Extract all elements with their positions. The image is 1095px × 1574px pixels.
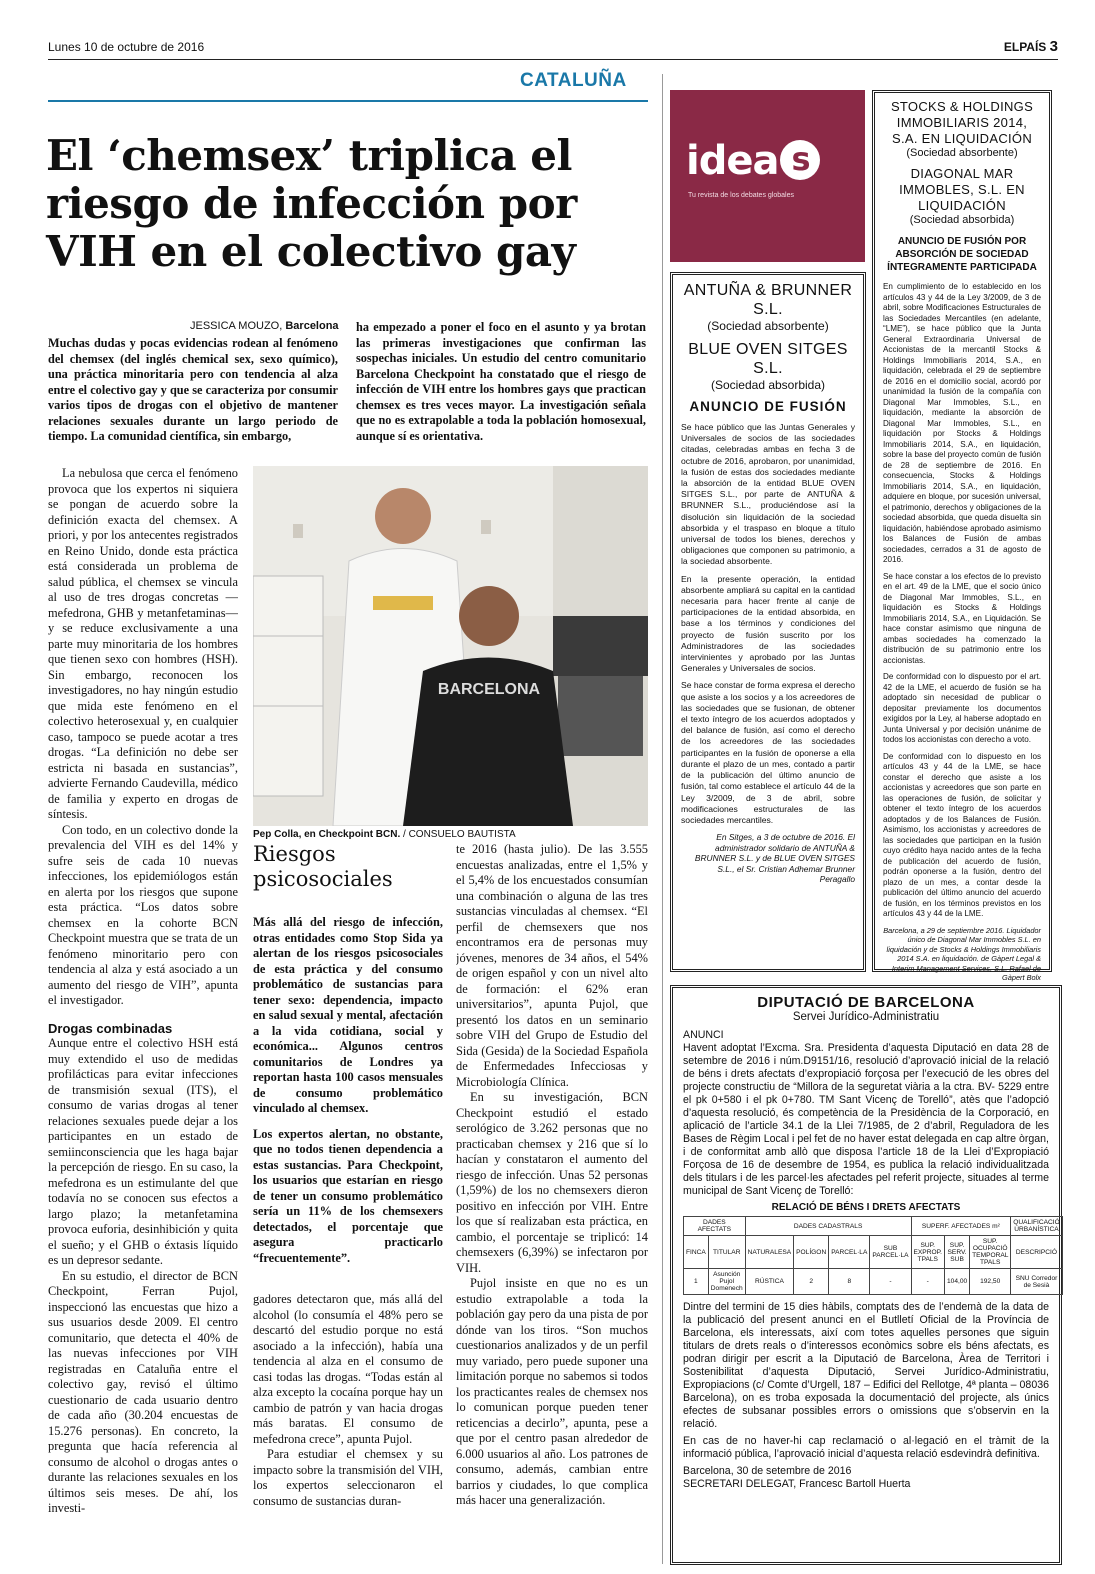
photo-shirt-text: BARCELONA bbox=[437, 681, 541, 698]
table-cell: RÚSTICA bbox=[745, 1269, 793, 1295]
notice-paragraph: En cumplimiento de lo establecido en los artículos 43 y 44 de la Ley 3/2009, de 3 de abril, sobre Modificaciones Estructurales de las Sociedades Mercantiles (en adelante, “LME”), se hace público que la Junta General Extraordinaria Universal de Accionistas de la mercantil Stocks & Holdings Immobiliaris 2014, S.A., en liquidación, celebrada el 29 de septiembre de 2016 en el domicilio social, acordó por unanimidad la fusión de la compañía con Diagonal Mar Immobles, S.L., en liquidación, mediante la absorción de Diagonal Mar Immobles, S.L., en liquidación por Stocks & Holdings Immobiliaris 2014, S.A., en liquidación, sobre la base del proyecto común de fusión de 28 de septiembre de 2016. En consecuencia, Stocks & Holdings Immobiliaris 2014, S.A., en liquidación, adquiere en bloque, por sucesión universal, el patrimonio, derechos y obligaciones de la sociedad absorbida, que queda disuelta sin liquidación, habiéndose aprobado asimismo los Balances de Fusión de ambas sociedades, cerrados a 31 de agosto de 2016. bbox=[883, 282, 1041, 564]
body-paragraph: La nebulosa que cerca el fenómeno provoca que los expertos ni siquiera se pongan de acuerdo sobre la definición exacta del chemsex. A priori, y por los antecentes registrados en Reino Unido, donde esta práctica está considerada un problema de salud pública, el chemsex se vincula al uso de tres drogas concretas —mefedrona, GHB y metanfetaminas— y se reduce exclusivamente a una parte muy minoritaria de los hombres que tienen sexo con hombres (HSH). Sin embargo, reconocen los investigadores, no hay ningún estudio que mida este fenómeno en el colectivo heterosexual y, en cualquier caso, tampoco se puede acotar a tres drogas. “La definición no debe ser estricta ni basada en sustancias”, advierte Fernando Caudevilla, médico de familia y experto en drogas de síntesis. bbox=[48, 466, 238, 821]
notice-body bbox=[883, 282, 1041, 920]
masthead bbox=[1004, 38, 1058, 55]
article-column-2 bbox=[253, 915, 443, 1550]
diputacio-paragraph: Dintre del termini de 15 dies hàbils, comptats des de l’endemà de la data de la publicació del present anunci en el Butlletí Oficial de la Província de Barcelona, els interessats, així com totes aquelles persones que siguin titulars de drets reals o d’interessos econòmics sobre els béns afectats, es podran dirigir per escrit a la Diputació de Barcelona, Àrea de Territori i Sostenibilitat d’aquesta Diputació, Servei Jurídico-Administratiu, Expropiacions (c/ Comte d’Urgell, 187 – Edifici del Rellotge, 4ª planta – 08036 Barcelona), on es troba exposada la documentació del projecte, als únics efectes de subsanar possibles errors o omissions que s’observin en la relació. bbox=[683, 1301, 1049, 1430]
article-column-3 bbox=[456, 842, 648, 1550]
body-paragraph: Los expertos alertan, no obstante, que no todos tienen dependencia a estas sustancias. Para Checkpoint, los usuarios que estarían en riesgo de tener un consumo problemático sería un 11% de los chemsexers detectados, el porcentaje que asegura practicarlo “frecuentemente”. bbox=[253, 1126, 443, 1265]
notice-paragraph: De conformidad con lo dispuesto en los artículos 43 y 44 de la LME, se hace constar el derecho que asiste a los accionistas y acreedores que son parte en las operaciones de fusión, de solicitar y obtener el texto íntegro de los acuerdos adoptados y de los Balances de Fusión. Asimismo, los accionistas y acreedores de las sociedades que participan en la fusión cuyo crédito haya nacido antes de la fecha de publicación del acuerdo de fusión, podrán oponerse a la fusión, dentro del plazo de un mes, a contar desde la publicación del último anuncio del acuerdo de fusión, en los términos previstos en los artículos 43 y 44 de la LME. bbox=[883, 751, 1041, 918]
notice-paragraph: Se hace constar de forma expresa el derecho que asiste a los socios y a los acreedores de las sociedades que se fusionan, de obtener el texto íntegro de los acuerdos adoptados y del balance de fusión, así como el derecho de los acreedores de las sociedades participantes en la fusión de oponerse a ella durante el plazo de un mes, contado a partir de la publicación del último anuncio de fusión, tal como establece el artículo 44 de la Ley 3/2009, de 3 de abril, sobre modificaciones estructurales de las sociedades mercantiles. bbox=[681, 680, 855, 825]
article-column-1 bbox=[48, 466, 238, 1546]
body-paragraph: Pujol insiste en que no es un estudio extrapolable a toda la población gay pero da una pista de por dónde van los tiros. “Son muchos cuestionarios analizados y de un perfil muy variado, pero puede suponer una limitación porque no sabemos si todos los practicantes reales de chemsex nos lo comunican porque pueden tener reticencias a decirlo”, apunta, pese a que por el centro pasan alrededor de 6.000 usuarios al año. Los patrones de consumo, además, cambian entre barrios y ciudades, lo que complica más hacer una generalización. bbox=[456, 1276, 648, 1507]
notice-role: (Sociedad absorbente) bbox=[906, 147, 1018, 159]
page-header bbox=[48, 38, 1058, 60]
table-group-header: QUALIFICACIÓ URBANÍSTICA bbox=[1011, 1217, 1063, 1236]
notice-heading: ANUNCIO DE FUSIÓN bbox=[689, 399, 847, 414]
table-header: SUP. EXPROP. TPALS bbox=[911, 1236, 944, 1269]
table-group-header: SUPERF. AFECTADES m² bbox=[911, 1217, 1011, 1236]
body-paragraph: Más allá del riesgo de infección, otras entidades como Stop Sida ya alertan de los riesgos psicosociales de esta práctica y del consumo problemático de sustancias para tener sexo: dependencia, impacto en salud sexual y mental, afectación a la vida cotidiana, social y económica... Algunos centros comunitarios de Londres ya reportan hasta 100 casos mensuales de consumo problemático vinculado al chemsex. bbox=[253, 915, 443, 1115]
body-paragraph: te 2016 (hasta julio). De las 3.555 encuestas analizadas, entre el 1,5% y el 5,4% de los encuestados consumían una combinación o alguna de las tres sustancias vinculadas al chemsex. “El perfil de chemsexers que nos encontramos era de personas muy jóvenes, menores de 34 años, el 54% de origen español y con un nivel alto de formación: el 62% eran universitarios”, apunta Pujol, que presentó los datos en un seminario sobre VIH del Grupo de Estudio del Sida (Gesida) de la Sociedad Española de Enfermedades Infecciosas y Microbiología Clínica. bbox=[456, 842, 648, 1089]
table-header: PARCEL·LA bbox=[829, 1236, 870, 1269]
lead-paragraph-2: ha empezado a poner el foco en el asunto y ya brotan las primeras investigaciones que confirman las sospechas iniciales. Un estudio del centro comunitario Barcelona Checkpoint ha constatado que el riesgo de infección de VIH entre los hombres gays que practican chemsex es tres veces mayor. La investigación señala que no es extrapolable a toda la población homosexual, aunque sí es orientativa. bbox=[356, 320, 646, 443]
body-paragraph: Aunque entre el colectivo HSH está muy extendido el uso de medidas profilácticas para evitar infecciones de transmisión sexual (ITS), el consumo de varias drogas al tener relaciones sexuales puede dejar a los participantes en un estado de semiinconsciencia que les haga bajar la percepción de riesgo. En su caso, la mefedrona es un estimulante del que todavía no se conocen sus efectos a largo plazo; la metanfetamina provoca euforia, desinhibición y quita el sueño; y el GHB o éxtasis líquido es un depresor sedante. bbox=[48, 1036, 238, 1267]
byline bbox=[190, 320, 340, 332]
table-header: NATURALESA bbox=[745, 1236, 793, 1269]
notice-paragraph: Se hace constar a los efectos de lo previsto en el art. 49 de la LME, que el socio único de Diagonal Mar Immobles, S.L., en liquidación es Stocks & Holdings Immobiliaris 2014, S.A., en Liquidación. Se hace constar asimismo que ninguna de ambas sociedades ha comenzado la distribución de su patrimonio entre los accionistas. bbox=[883, 571, 1041, 665]
table-header: DESCRIPCIÓ bbox=[1011, 1236, 1063, 1269]
lead-paragraph-1: Muchas dudas y pocas evidencias rodean al fenómeno del chemsex (del inglés chemical sex, sexo químico), una práctica minoritaria pero con tendencia al alza entre el colectivo gay y que se caracteriza por consumir varios tipos de drogas con el objetivo de mantener relaciones sexuales durante un largo periodo de tiempo. La comunidad científica, sin embargo, bbox=[48, 336, 338, 443]
diputacio-notice bbox=[670, 985, 1062, 1565]
table-header: TITULAR bbox=[708, 1236, 745, 1269]
diputacio-title: DIPUTACIÓ DE BARCELONA bbox=[757, 994, 975, 1011]
article-photo bbox=[253, 466, 648, 826]
notice-signature: Barcelona, a 29 de septiembre 2016. Liquidador único de Diagonal Mar Immobles S.L. en liquidación y de Stocks & Holdings Immobiliaris 2014 S.A. en liquidación. de Gàpert Legal & Interim Management Services, S.L. Rafael de Gàpert Bolx bbox=[883, 925, 1041, 982]
table-title: RELACIÓ DE BÉNS I DRETS AFECTATS bbox=[771, 1202, 961, 1213]
ideas-tagline: Tu revista de los debates globales bbox=[688, 192, 794, 199]
table-cell: 8 bbox=[829, 1269, 870, 1295]
legal-notice-stocks bbox=[872, 90, 1052, 982]
body-paragraph: Para estudiar el chemsex y su impacto sobre la transmisión del VIH, los expertos seleccionaron el consumo de sustancias duran- bbox=[253, 1447, 443, 1508]
table-group-header: DADES CADASTRALS bbox=[745, 1217, 911, 1236]
paper-name: ELPAÍS bbox=[1003, 40, 1047, 54]
notice-role: (Sociedad absorbida) bbox=[909, 214, 1015, 226]
notice-company: DIAGONAL MAR IMMOBLES, S.L. EN LIQUIDACIÓN bbox=[899, 166, 1025, 213]
photo-caption bbox=[253, 829, 648, 840]
diputacio-body bbox=[683, 1029, 1049, 1198]
section-rule bbox=[48, 100, 648, 102]
table-row bbox=[684, 1269, 1063, 1295]
notice-paragraph: De conformidad con lo dispuesto por el art. 42 de la LME, el acuerdo de fusión se ha adoptado sin necesidad de publicar o depositar previamente los documentos exigidos por la Ley, al haberse adoptado en Junta Universal y por decisión unánime de todos los accionistas con derecho a voto. bbox=[883, 672, 1041, 744]
body-paragraph: Con todo, en un colectivo donde la prevalencia del VIH es del 14% y sufre seis de cada 10 nuevas infecciones, los epidemiólogos están en alerta por los riesgos que supone esta práctica. “Los datos sobre chemsex en la cohorte BCN Checkpoint muestra que se trata de un fenómeno minoritario pero con tendencia al alza y está asociado a un aumento del riesgo de VIH”, apunta el investigador. bbox=[48, 822, 238, 1007]
notice-role: (Sociedad absorbida) bbox=[710, 378, 826, 392]
headline: El ‘chemsex’ triplica el riesgo de infección por VIH en el colectivo gay bbox=[46, 131, 577, 276]
table-header: SUP. SERV. SUB bbox=[944, 1236, 969, 1269]
notice-paragraph: Se hace público que las Juntas Generales y Universales de socios de las sociedades citadas, celebradas ambas en fecha 3 de octubre de 2016, aprobaron, por unanimidad, la fusión de estas dos sociedades mediante la absorción de la entidad BLUE OVEN SITGES S.L., por parte de ANTUÑA & BRUNNER S.L., produciéndose así la disolución sin liquidación de la sociedad absorbida y el traspaso en bloque a título universal de todos los bienes, derechos y obligaciones que componen su patrimonio, a la sociedad absorbente. bbox=[681, 422, 855, 567]
photo-credit: / CONSUELO BAUTISTA bbox=[403, 829, 516, 840]
ideas-logo bbox=[686, 138, 820, 184]
table-cell: - bbox=[911, 1269, 944, 1295]
ideas-advert bbox=[670, 90, 865, 262]
table-cell: 192,50 bbox=[970, 1269, 1011, 1295]
table-header: SUP. OCUPACIÓ TEMPORAL TPALS bbox=[970, 1236, 1011, 1269]
legal-notice-antuna bbox=[670, 272, 866, 972]
photo-illustration bbox=[253, 466, 648, 826]
notice-heading: ANUNCIO DE FUSIÓN POR ABSORCIÓN DE SOCIEDAD ÍNTEGRAMENTE PARTICIPADA bbox=[887, 236, 1037, 273]
notice-company: BLUE OVEN SITGES S.L. bbox=[688, 341, 848, 377]
table-cell: 104,00 bbox=[944, 1269, 969, 1295]
notice-company: ANTUÑA & BRUNNER S.L. bbox=[683, 282, 853, 318]
notice-body bbox=[681, 422, 855, 826]
subhead-drogas: Drogas combinadas bbox=[48, 1020, 173, 1036]
byline-place: Barcelona bbox=[285, 320, 339, 332]
issue-date: Lunes 10 de octubre de 2016 bbox=[48, 40, 205, 54]
column-divider bbox=[662, 74, 663, 1564]
ideas-logo-text: idea bbox=[686, 138, 779, 184]
diputacio-paragraph: En cas de no haver-hi cap reclamació o al·legació en el tràmit de la informació pública, l’aprovació inicial d’aquesta relació esdevindrà definitiva. bbox=[683, 1435, 1049, 1460]
notice-role: (Sociedad absorbente) bbox=[707, 319, 829, 333]
table-header: FINCA bbox=[684, 1236, 709, 1269]
notice-paragraph: En la presente operación, la entidad absorbente ampliará su capital en la cantidad necesaria para hacer frente al canje de participaciones de la entidad absorbida, en base a los términos y condiciones del proyecto de fusión suscrito por los Administradores de las sociedades intervinientes y aprobado por las Juntas Generales y Universales de socios. bbox=[681, 573, 855, 674]
page-number: 3 bbox=[1049, 38, 1058, 55]
caption-text: Pep Colla, en Checkpoint BCN. bbox=[253, 829, 401, 840]
table-group-header: DADES AFECTATS bbox=[684, 1217, 746, 1236]
notice-company: STOCKS & HOLDINGS IMMOBILIARIS 2014, S.A. EN LIQUIDACIÓN bbox=[890, 99, 1034, 146]
table-cell: SNU Corredor de Sesià bbox=[1011, 1269, 1063, 1295]
ideas-logo-s: s bbox=[780, 140, 820, 180]
bens-table bbox=[683, 1216, 1063, 1295]
subhead-riesgos: Riesgos psicosociales bbox=[253, 842, 393, 891]
byline-author: JESSICA MOUZO, bbox=[190, 320, 283, 332]
diputacio-signature: SECRETARI DELEGAT, Francesc Bartoll Huerta bbox=[683, 1478, 911, 1490]
table-cell: 1 bbox=[684, 1269, 709, 1295]
diputacio-body-2 bbox=[683, 1301, 1049, 1491]
section-label: CATALUÑA bbox=[520, 70, 627, 91]
diputacio-service: Servei Jurídico-Administratiu bbox=[792, 1011, 940, 1023]
table-header: POLÍGON bbox=[794, 1236, 829, 1269]
diputacio-date: Barcelona, 30 de setembre de 2016 bbox=[683, 1465, 852, 1477]
body-paragraph: gadores detectaron que, más allá del alcohol (lo consumía el 48% pero se descartó del estudio porque no está asociado a la infección), había una tendencia al alza en el consumo de casi todas las drogas. “Todas están al alza excepto la cocaína porque hay un cambio de patrón y van hacia drogas más baratas. El consumo de mefedrona crece”, apunta Pujol. bbox=[253, 1292, 443, 1446]
body-paragraph: En su investigación, BCN Checkpoint estudió el estado serológico de 3.262 personas que no practicaban chemsex y 216 que sí lo hacían y constataron el aumento del riesgo de infección. Unas 52 personas (1,59%) de los no chemsexers dieron positivo en infección por VIH. Entre los que sí realizaban esta práctica, en cambio, el porcentaje se triplicó: 14 chemsexers (6,39%) se infectaron por VIH. bbox=[456, 1090, 648, 1275]
diputacio-paragraph: Havent adoptat l’Excma. Sra. Presidenta d’aquesta Diputació en data 28 de setembre de 2016 i núm.D9151/16, resolució d’aprovació inicial de la relació de béns i drets afectats d’expropiació forçosa per l’execució de les obres del projecte constructiu de “Millora de la seguretat viària a la ctra. BV- 5229 entre el pk 0+580 i el pk 0+780. TM Sant Vicenç de Torelló”, atès que l’adopció d’aquesta resolució, és competència de la Presidència de la Corporació, en aplicació de l’article 34.1 de la Llei 7/1985, de 2 d’abril, Reguladora de les Bases de Règim Local i pel fet de no haver estat delegada en cap altre òrgan, i de conformitat amb allò que disposa l’article 18 de la Llei d’Expropiació Forçosa de 16 de desembre de 1954, es publica la relació individualitzada dels titulars i de les parcel·les afectades pel referit projecte, situades al terme municipal de Sant Vicenç de Torelló: bbox=[683, 1042, 1049, 1197]
diputacio-label: ANUNCI bbox=[683, 1029, 724, 1041]
table-cell: - bbox=[870, 1269, 911, 1295]
body-paragraph: En su estudio, el director de BCN Checkpoint, Ferran Pujol, inspeccionó las encuestas que hizo a sus usuarios desde 2009. El centro comunitario, que detecta el 40% de las nuevas infecciones por VIH registradas en Cataluña entre el colectivo gay, revisó el último cuestionario de cada usuario dentro de cada año (30.204 encuestas de 15.276 personas). En concreto, la pregunta que hacía referencia al consumo de alcohol o drogas antes o durante las relaciones sexuales en los últimos seis meses. De ahí, los investi- bbox=[48, 1268, 238, 1515]
table-cell: Asunción Pujol Domenech bbox=[708, 1269, 745, 1295]
table-cell: 2 bbox=[794, 1269, 829, 1295]
table-header: SUB PARCEL·LA bbox=[870, 1236, 911, 1269]
notice-signature: En Sitges, a 3 de octubre de 2016. El administrador solidario de ANTUÑA & BRUNNER S.L. y de BLUE OVEN SITGES S.L., el Sr. Cristian Adhemar Brunner Peragallo bbox=[694, 832, 855, 885]
